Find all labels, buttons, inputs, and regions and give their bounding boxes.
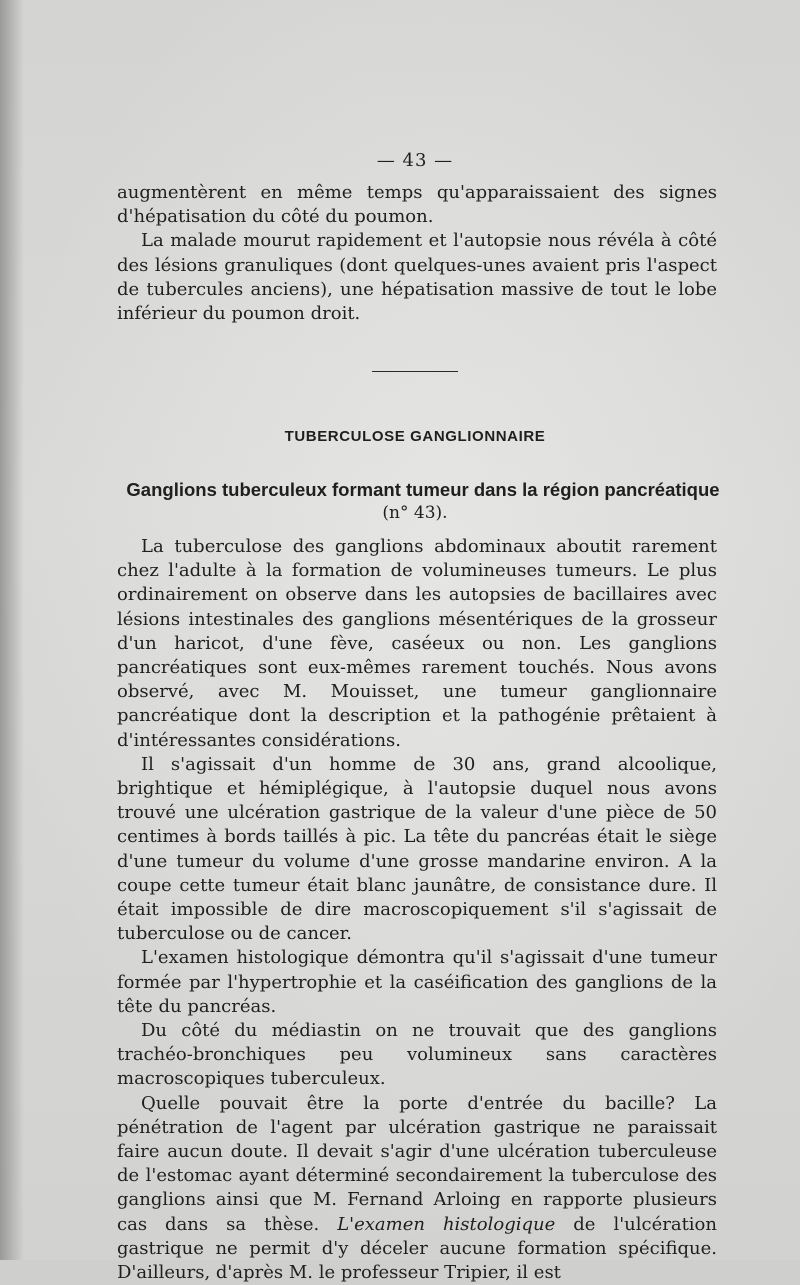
paragraph: La tuberculose des ganglions abdominaux aboutit rarement chez l'adulte à la formation de volumineuses tumeurs. Le plus ordinairement on observe dans les autopsies de bacillaires avec lésions intestinales des ganglions mésentériques de la grosseur d'un haricot, d'une fève, caséeux ou non. Les ganglions pancréatiques sont eux-mêmes rarement touchés. Nous avons observé, avec M. Mouisset, une tumeur ganglionnaire pancréatique dont la description et la pathogénie prêtaient à d'intéressantes considérations. [117, 536, 717, 751]
article-body [117, 535, 717, 1285]
italic-phrase: L'examen histologique [337, 1213, 556, 1235]
paragraph-text: Quelle pouvait être la porte d'entrée du bacille? La pénétration de l'agent par ulcération gastrique ne paraissait faire aucun doute. Il devait s'agir d'une ulcération tuberculeuse de l'estomac ayant déterminé secondairement la tuberculose des ganglions ainsi que M. Fernand Arloing en rapporte plusieurs cas dans sa thèse. [117, 1092, 717, 1235]
article-title: Ganglions tuberculeux formant tumeur dans la région pancréatique [126, 479, 720, 500]
paragraph: La malade mourut rapidement et l'autopsie nous révéla à côté des lésions granuliques (dont quelques-unes avaient pris l'aspect de tubercules anciens), une hépatisation massive de tout le lobe inférieur du poumon droit. [117, 230, 717, 325]
paragraph-last [117, 1092, 717, 1285]
article-subtitle: (n° 43). [382, 503, 448, 523]
page-binding-shadow [0, 0, 24, 1260]
paragraph: augmentèrent en même temps qu'apparaissaient des signes d'hépatisation du côté du poumon. [117, 182, 717, 228]
paragraph-text: de l'ulcération gastrique ne permit d'y déceler aucune formation spécifique. D'ailleurs, d'après M. le professeur Tripier, il est [117, 1213, 717, 1284]
section-separator-rule [372, 371, 458, 372]
paragraph: L'examen histologique démontra qu'il s'agissait d'une tumeur formée par l'hypertrophie et la caséification des ganglions de la tête du pancréas. [117, 947, 717, 1017]
paragraph: Du côté du médiastin on ne trouvait que des ganglions trachéo-bronchiques peu volumineux sans caractères macroscopiques tuberculeux. [117, 1020, 717, 1090]
section-heading: TUBERCULOSE GANGLIONNAIRE [284, 428, 546, 445]
paragraph: Il s'agissait d'un homme de 30 ans, grand alcoolique, brightique et hémiplégique, à l'autopsie duquel nous avons trouvé une ulcération gastrique de la valeur d'une pièce de 50 centimes à bords taillés à pic. La tête du pancréas était le siège d'une tumeur du volume d'une grosse mandarine environ. A la coupe cette tumeur était blanc jaunâtre, de consistance dure. Il était impossible de dire macroscopiquement s'il s'agissait de tuberculose ou de cancer. [117, 753, 717, 945]
page-number: — 43 — [376, 150, 454, 171]
intro-text-block [117, 181, 717, 326]
